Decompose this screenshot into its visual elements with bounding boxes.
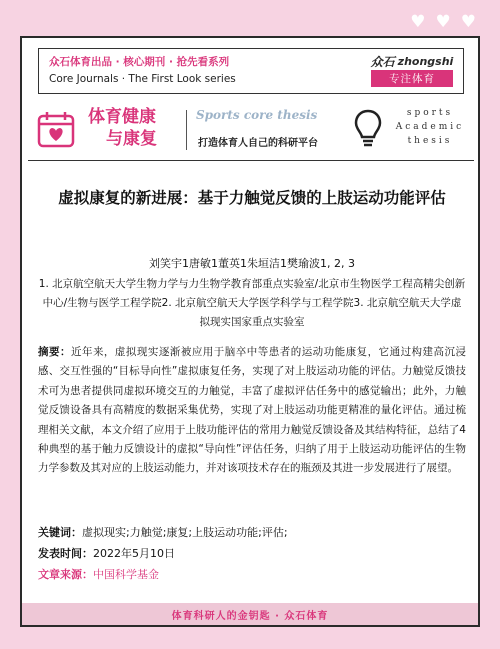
series-line-zh: 众石体育出品 · 核心期刊 · 抢先看系列	[49, 56, 230, 68]
logo-wordmark: zhongshi	[397, 54, 454, 68]
keywords-label: 关键词：	[38, 526, 82, 539]
zhongshi-logo	[365, 52, 459, 90]
keywords-value: 虚拟现实;力触觉;康复;上肢运动功能;评估;	[82, 526, 288, 539]
keywords-row	[38, 524, 466, 540]
lightbulb-icon	[353, 108, 383, 150]
footer-banner: 体育科研人的金钥匙 · 众石体育	[22, 603, 478, 625]
brand-name-line1: 体育健康	[88, 107, 156, 127]
article-title: 虚拟康复的新进展：基于力触觉反馈的上肢运动功能评估	[58, 189, 446, 207]
date-value: 2022年5月10日	[93, 547, 175, 560]
divider-top	[28, 160, 474, 161]
abstract-label: 摘要：	[38, 346, 71, 358]
source-row	[38, 566, 466, 582]
series-line-en: Core Journals · The First Look series	[49, 73, 236, 85]
tagline-zh: 打造体育人自己的科研平台	[198, 138, 318, 149]
series-info	[49, 54, 236, 85]
brand-name-line2: 与康复	[106, 129, 157, 149]
brand-name	[88, 106, 157, 150]
side-word: sports	[406, 108, 454, 118]
side-word: Academic	[395, 122, 465, 132]
calendar-heart-icon	[36, 110, 76, 150]
abstract-text: 近年来，虚拟现实逐渐被应用于脑卒中等患者的运动功能康复，它通过构建高沉浸感、交互性强的“目标导向性”虚拟康复任务，实现了对上肢运动功能的评估。力触觉反馈技术可为患者提供同虚拟环境交互的力触觉，丰富了虚拟评估任务中的感觉输出；此外，力触觉反馈设备具有高精度的数据采集优势，实现了对上肢运动功能更精准的量化评估。通过梳理相关文献，本文介绍了应用于上肢功能评估的常用力触觉反馈设备及其结构特征，总结了4种典型的基于触力反馈设计的虚拟“导向性”评估任务，归纳了用于上肢运动功能评估的生物力学参数及其对应的上肢运动能力，并对该项技术存在的瓶颈及其进一步发展进行了展望。	[38, 346, 467, 475]
date-label: 发表时间：	[38, 547, 93, 560]
side-words	[394, 106, 466, 148]
date-row	[38, 545, 466, 561]
tagline-en: Sports core thesis	[196, 108, 318, 122]
logo-mark: 众石	[370, 54, 395, 69]
side-word: thesis	[407, 136, 453, 146]
series-header	[38, 48, 464, 94]
article-abstract	[38, 343, 466, 479]
source-label: 文章来源：	[38, 568, 93, 581]
heart-icon: ♥	[460, 12, 476, 32]
divider	[186, 110, 187, 150]
decorative-hearts	[410, 14, 476, 31]
logo-slogan: 专注体育	[371, 70, 453, 87]
heart-icon: ♥	[410, 12, 426, 32]
article-affiliations: 1. 北京航空航天大学生物力学与力生物学教育部重点实验室/北京市生物医学工程高精尖创新中心/生物与医学工程学院2. 北京航空航天大学医学科学与工程学院3. 北京航空航天大学虚拟现实国家重点实验室	[38, 278, 466, 328]
article-card	[20, 36, 480, 627]
article-authors: 刘笑宇1唐敏1董英1朱垣洁1樊瑜波1, 2, 3	[149, 257, 355, 270]
heart-icon: ♥	[435, 12, 451, 32]
source-value: 中国科学基金	[93, 568, 159, 581]
brand-band	[28, 102, 474, 156]
